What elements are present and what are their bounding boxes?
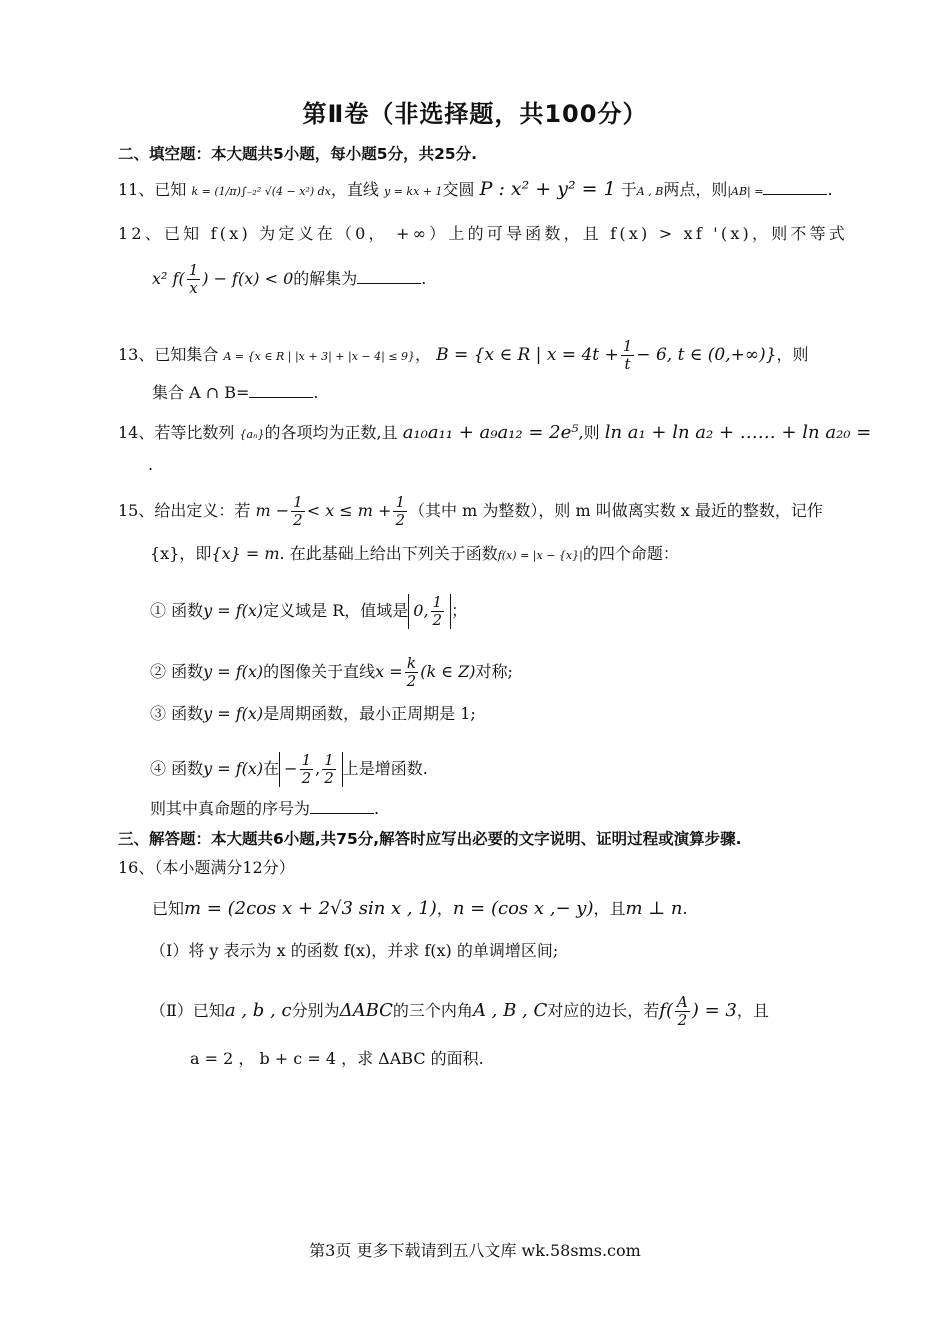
q15-final [150,798,379,820]
q15-final-text: 则其中真命题的序号为 [150,799,311,818]
q13-tail: ，则 [776,345,809,364]
q15-function: f(x) = |x − {x}| [497,549,583,562]
q15-p2-mid: 的图像关于直线 [263,662,376,681]
q16-part2-pre: （Ⅱ）已知 [150,1001,225,1020]
q11-k-expression: k = (1/π)∫₋₂² √(4 − x²) dx [191,185,331,198]
q14-sum: ln a₁ + ln a₂ + …… + ln a₂₀ = [604,422,872,443]
q15-half1-num: 1 [293,493,303,511]
q15-half2-den: 2 [395,511,406,529]
q12-end: . [421,269,427,288]
question-12-line1 [118,223,848,245]
q16-part-1: （Ⅰ）将 y 表示为 x 的函数 f(x)，并求 f(x) 的单调增区间; [150,941,559,960]
question-13-line2 [152,382,318,404]
q16-fa-post: ) = 3 [691,1000,737,1021]
question-12-line2 [152,262,426,297]
q13-number: 13、 [118,345,155,364]
q16-dot: . [682,899,688,918]
q13-set-a: A = {x ∈ R | |x + 3| + |x − 4| ≤ 9} [223,350,416,363]
q15-proposition-3 [150,703,476,725]
q15-p1-half-den: 2 [432,611,443,629]
q12-frac-den: x [189,279,198,297]
q11-mid1: ，直线 [330,180,379,199]
q15-p3-pre: ③ 函数 [150,704,204,723]
q16-abc: a , b , c [224,1000,292,1021]
q14-mid2: ,则 [578,423,600,442]
q16-part2-mid: 分别为 [291,1001,340,1020]
q16-part2-mid2: 的三个内角 [392,1001,473,1020]
question-13-line1 [118,338,809,373]
q16-triangle: ΔABC [339,1000,393,1021]
q12-ineq-post: ) − f(x) < 0 [202,269,294,288]
q15-half1-den: 2 [293,511,303,529]
q15-p2-pre: ② 函数 [150,662,204,681]
q13-set-b-post: − 6, t ∈ (0,+∞)} [636,345,777,365]
q12-frac-num: 1 [188,261,199,279]
q16-number: 16、 [118,858,155,877]
q13-end: . [313,383,319,402]
q14-equation: a₁₀a₁₁ + a₉a₁₂ = 2e⁵ [402,422,579,443]
q15-p4-half-b [322,752,336,787]
section-fill-in-heading: 二、填空题：本大题共5小题，每小题5分，共25分. [118,145,478,163]
q15-final-end: . [374,799,380,818]
q13-answer-blank[interactable] [249,383,313,398]
q16-fa-frac [675,994,690,1029]
q15-m-mid: < x ≤ m + [306,501,392,520]
q15-half2-num: 1 [395,493,406,511]
question-15-line1 [118,494,823,529]
q13-fraction [621,338,635,373]
q15-pre: 给出定义：若 [154,501,251,520]
q16-header: （本小题满分12分） [154,858,295,877]
q13-line2: 集合 A ∩ B= [152,383,250,402]
q15-tail1: （其中 m 为整数），则 m 叫做离实数 x 最近的整数，记作 [409,501,823,520]
q11-circle-expression: P : x² + y² = 1 [479,178,616,200]
q12-text: 已知 f(x) 为定义在（0， +∞）上的可导函数，且 f(x) > xf '(x)，则不等式 [163,224,849,243]
q13-frac-num: 1 [622,337,633,355]
q15-p4-neg: − [284,759,298,778]
q15-line2-pre: {x}，即 [150,544,212,563]
q15-p4-func: y = f(x) [203,759,264,778]
q16-m-vector: m = (2cos x + 2√3 sin x , 1) [184,898,437,919]
q15-p1-mid: 定义域是 R，值域是 [263,601,409,620]
q16-given-pre: 已知 [152,899,185,918]
question-11 [118,178,833,203]
q15-p1-half-num: 1 [432,593,443,611]
q15-number: 15、 [118,501,155,520]
q11-end: . [827,180,833,199]
q11-points: A , B [636,185,664,198]
q11-mid4: 两点，则 [663,180,728,199]
q15-p4-interval: − $\frac{1}{2}$ , $\frac{1}{2}$ [279,752,343,787]
q15-m-pre: m − [255,501,290,520]
q14-pre: 若等比数列 [154,423,235,442]
q12-fraction [187,262,201,297]
q15-p4-a-num: 1 [301,751,312,769]
q12-end-text: 的解集为 [293,269,358,288]
q16-comma: ， [436,899,453,918]
section-answer-heading: 三、解答题：本大题共6小题,共75分,解答时应写出必要的文字说明、证明过程或演算步骤. [118,830,742,848]
page-footer: 第3页 更多下载请到五八文库 wk.58sms.com [309,1241,641,1260]
q15-line2-mid: . 在此基础上给出下列关于函数 [279,544,498,563]
q11-number: 11、 [118,180,155,199]
q13-frac-den: t [624,355,631,373]
q15-answer-blank[interactable] [310,799,374,814]
q15-p1-end: ； [451,601,468,620]
q16-angles: A , B , C [472,1000,548,1021]
q15-p3-end: 是周期函数，最小正周期是 1; [263,704,476,723]
page-title: 第Ⅱ卷（非选择题，共100分） [302,100,648,128]
q16-fa-den: 2 [677,1011,688,1029]
q15-p1-range [408,594,451,629]
q11-ab: |AB| = [727,185,764,198]
q16-given [152,898,688,920]
q16-fa-pre: f( [659,1000,673,1021]
question-14 [118,422,871,446]
q15-p4-b-num: 1 [324,751,334,769]
q15-p4-end: 上是增函数. [342,759,428,778]
q11-answer-blank[interactable] [763,180,827,195]
q15-p2-k: k [405,655,419,673]
q15-p2-d: 2 [406,672,417,690]
q11-line-expression: y = kx + 1 [384,185,443,198]
q16-last-line: a = 2 ， b + c = 4 ，求 ΔABC 的面积. [190,1049,484,1068]
q15-proposition-4 [150,752,428,787]
q15-p2-cond: (k ∈ Z) [420,662,476,681]
q15-p4-pre: ④ 函数 [150,759,204,778]
q15-p4-a-den: 2 [301,769,312,787]
q16-fa-num: A [676,993,688,1011]
q16-part2-end: ，且 [736,1001,769,1020]
q16-n-vector: n = (cos x ,− y) [452,898,594,919]
q15-p4-mid: 在 [263,759,280,778]
q12-answer-blank[interactable] [357,269,421,284]
q15-brace: {x} = m [211,544,280,563]
q11-pre: 已知 [154,180,187,199]
q11-mid3: 于 [620,180,637,199]
question-15-line2 [150,543,679,567]
question-16-header [118,857,295,879]
q15-proposition-2 [150,655,513,690]
q12-number: 12、 [118,224,164,243]
q14-number: 14、 [118,423,155,442]
q14-mid: 的各项均为正数,且 [264,423,398,442]
q15-p2-func: y = f(x) [203,662,264,681]
q16-and: ，且 [593,899,626,918]
q15-half-1 [291,494,305,529]
q15-proposition-1 [150,594,467,629]
q15-p4-half-a [300,752,314,787]
q15-p1-half [431,594,445,629]
q12-ineq-pre: x² f( [152,269,185,288]
q15-p1-range-pre: 0, [413,601,429,620]
q15-p4-b-den: 2 [324,769,334,787]
q14-sequence: {aₙ} [239,428,265,441]
q16-part-2 [150,994,769,1029]
q15-line2-end: 的四个命题： [582,544,679,563]
q16-part2-mid3: 对应的边长，若 [547,1001,660,1020]
q13-comma: ， [415,345,432,364]
q15-p2-frac [405,655,419,690]
q15-p2-end: 对称; [475,662,513,681]
q15-p3-func: y = f(x) [203,704,264,723]
q15-half-2 [393,494,407,529]
q14-trailing-dot: . [148,455,154,474]
q15-p1-pre: ① 函数 [150,601,204,620]
q13-set-b-pre: B = {x ∈ R | x = 4t + [436,345,619,365]
q13-pre: 已知集合 [154,345,219,364]
q15-p2-x: x = [375,662,403,681]
q15-p1-func: y = f(x) [203,601,264,620]
q11-mid2: 交圆 [442,180,475,199]
q16-perp: m ⊥ n [625,898,683,919]
